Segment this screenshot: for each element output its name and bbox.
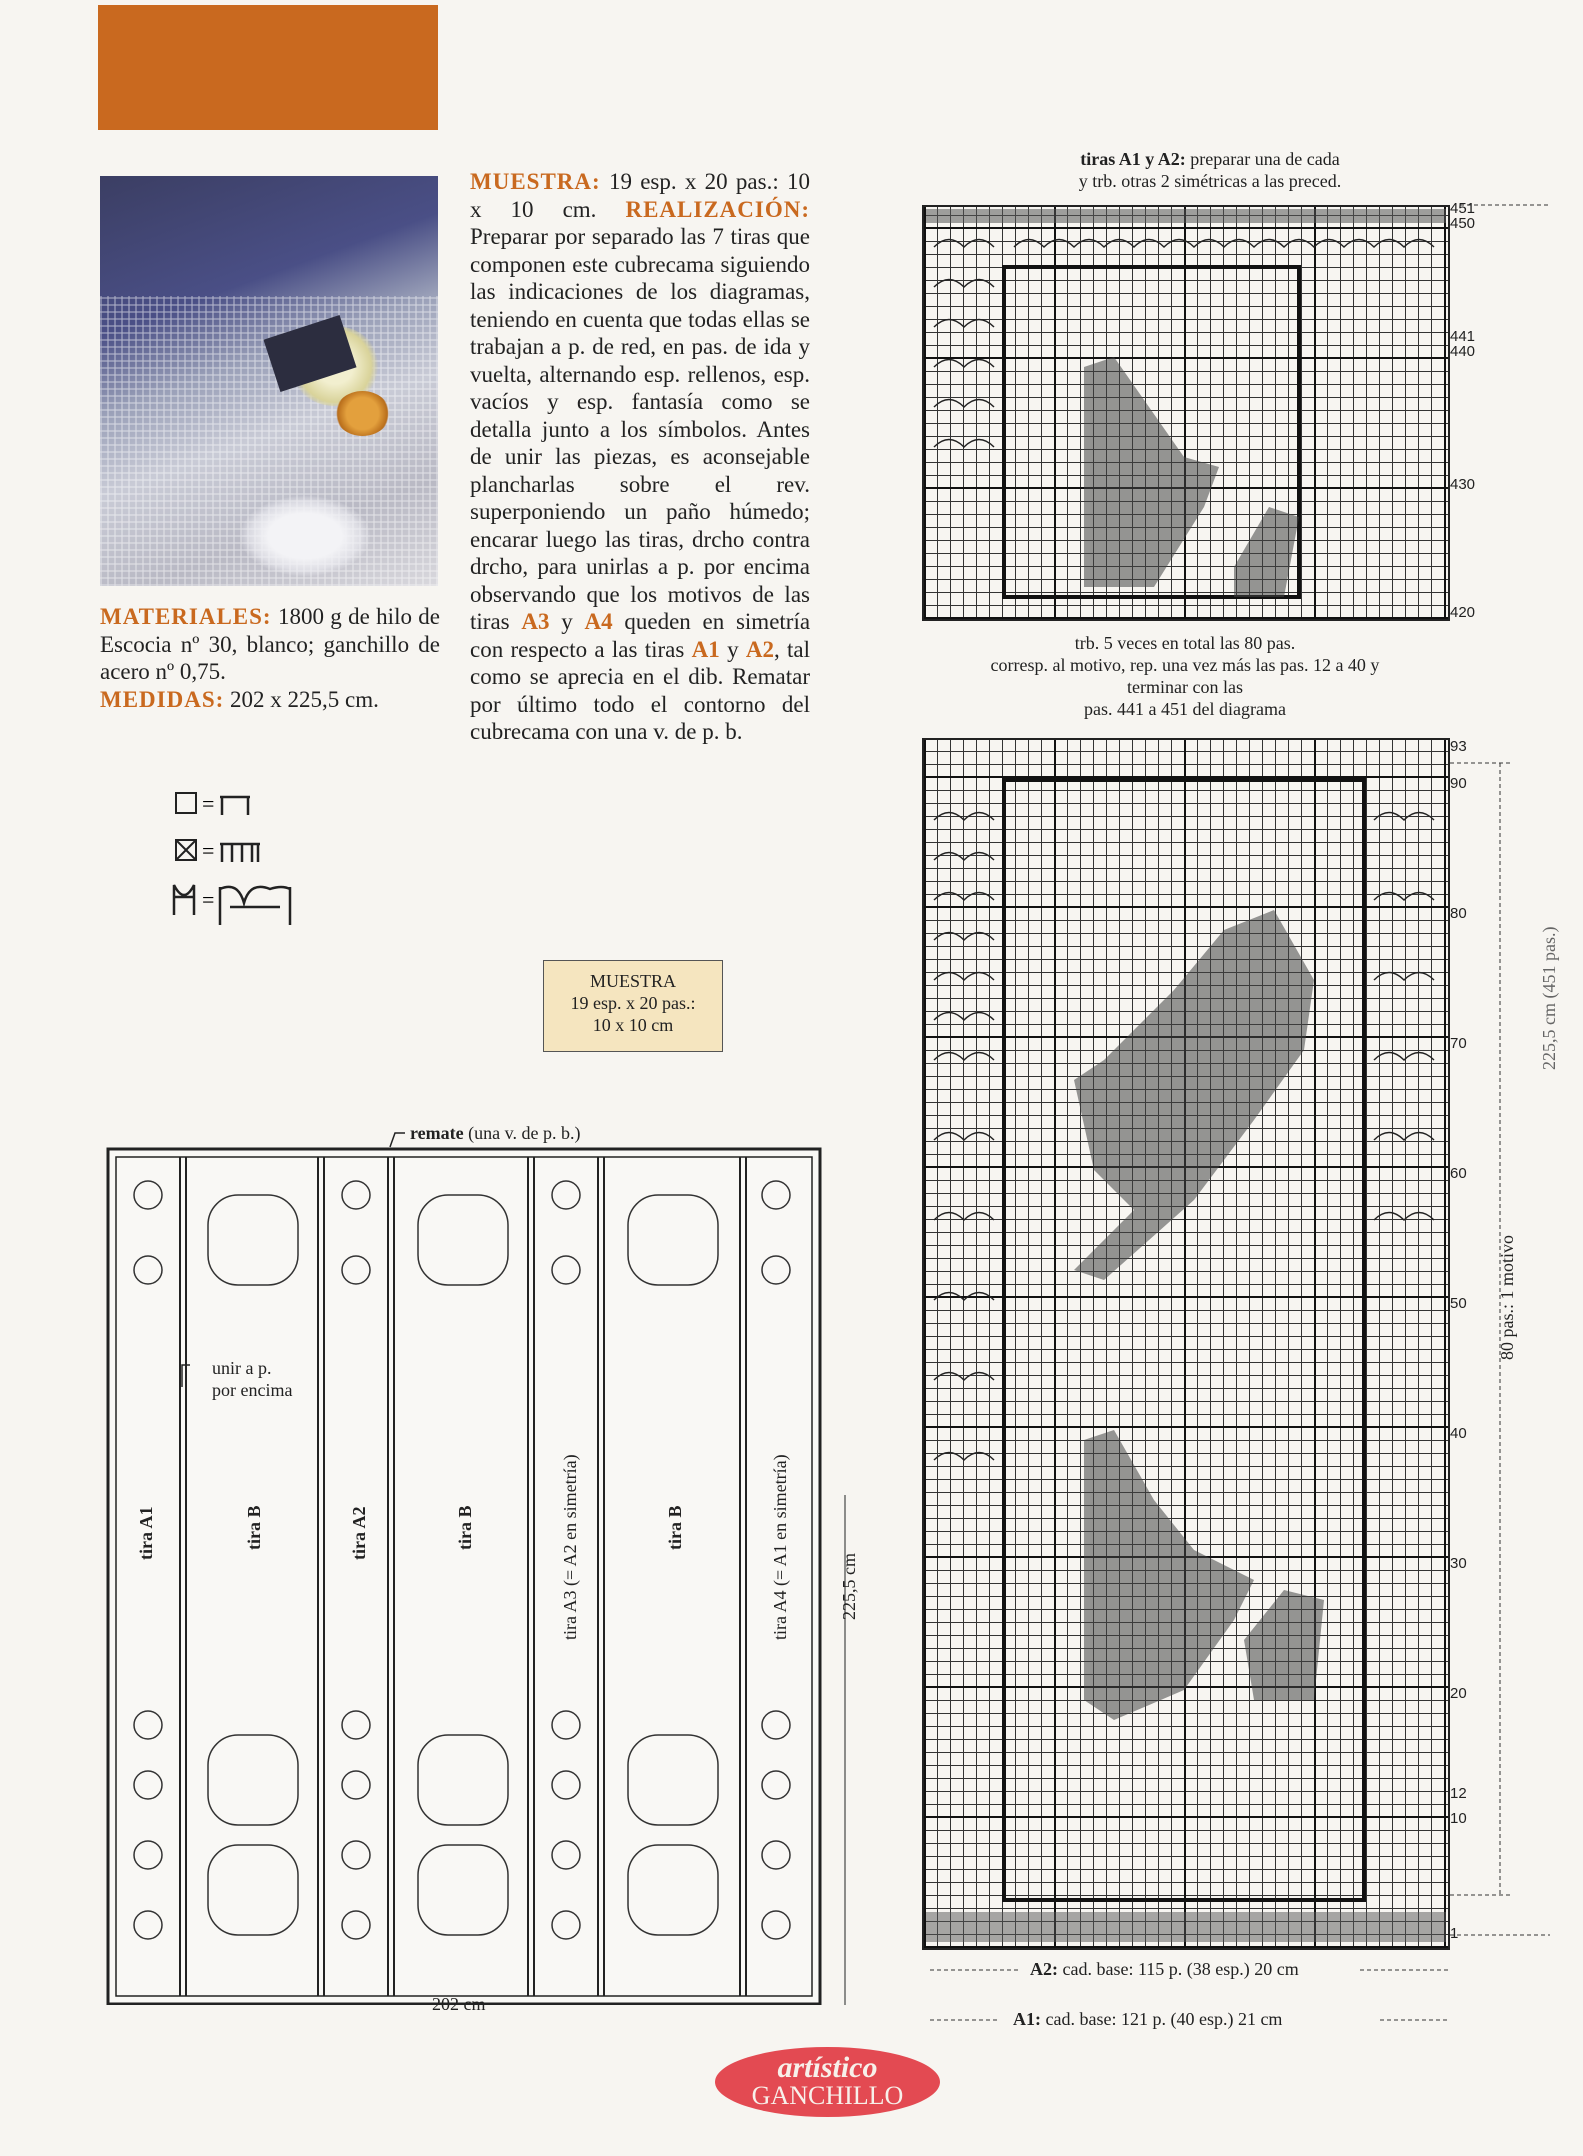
bottom-row-12: 12 <box>1450 1785 1467 1802</box>
total-length-label: 225,5 cm (451 pas.) <box>1539 926 1559 1070</box>
bottom-row-30: 30 <box>1450 1555 1467 1572</box>
logo-line1: artístico <box>777 2051 878 2084</box>
empty-space-stitch-icon <box>220 797 250 815</box>
height-dimension-label: 225,5 cm <box>839 1553 859 1620</box>
ref-a2: A2 <box>745 636 774 662</box>
strip-a2-label: tira A2 <box>349 1506 369 1560</box>
bottom-row-10: 10 <box>1450 1810 1467 1827</box>
strip-b3-label: tira B <box>665 1505 685 1550</box>
logo-line2: GANCHILLO <box>751 2081 904 2110</box>
sample-heading: MUESTRA: <box>470 169 601 194</box>
bottom-row-40: 40 <box>1450 1425 1467 1442</box>
top-row-420: 420 <box>1450 604 1476 621</box>
instructions-text <box>470 168 810 746</box>
join-label <box>212 1357 292 1401</box>
strip-b2-label: tira B <box>455 1505 475 1550</box>
ref-a4: A4 <box>584 609 613 634</box>
realization-text-3: , tal como se aprecia en el dib. Rematar por último todo el contorno del cubrecama con una v. de p. b. <box>470 636 811 744</box>
measures-text: 202 x 225,5 cm. <box>230 686 379 712</box>
a1-rest: cad. base: 121 p. (40 esp.) 21 cm <box>1041 2009 1283 2029</box>
assembly-diagram <box>100 1125 860 2005</box>
strip-a3-label: tira A3 (= A2 en simetría) <box>560 1454 580 1640</box>
materials-block <box>100 603 440 713</box>
join-label-line1: unir a p. <box>212 1358 272 1378</box>
strip-b1-label: tira B <box>244 1505 264 1550</box>
ref-a1: A1 <box>691 636 720 662</box>
bottom-row-90: 90 <box>1450 775 1467 792</box>
stitch-legend <box>170 785 320 945</box>
magazine-logo <box>715 2047 940 2117</box>
a2-bold: A2: <box>1030 1959 1058 1979</box>
top-row-451: 451 <box>1450 200 1476 217</box>
chart-repeat-note <box>925 632 1445 720</box>
sample-text: 19 esp. x 20 pas.: 10 x 10 cm. <box>470 169 811 222</box>
fancy-space-symbol <box>174 885 194 915</box>
realization-text-1: Preparar por separado las 7 tiras que componen este cubrecama siguiendo las indicaciones de los diagramas, teniendo en cuenta que todas ellas se trabajan a p. de red, en pas. de ida y vuelta, alternando esp. rellenos, esp. vacíos y esp. fantasía como se detalla junto a los símbolos. Antes de unir las piezas, es aconsejable plancharlas sobre el rev. superponiendo un paño húmedo; encarar luego las tiras, drcho contra drcho, para unirlas a p. por encima observando que los motivos de las tiras <box>470 224 810 634</box>
top-chart-title-bold: tiras A1 y A2: <box>1080 149 1186 169</box>
bottom-row-50: 50 <box>1450 1295 1467 1312</box>
measures-heading: MEDIDAS: <box>100 686 225 712</box>
top-chart-title-line2: y trb. otras 2 simétricas a las preced. <box>1078 171 1342 191</box>
bedspread-photo <box>100 176 438 586</box>
realization-heading: REALIZACIÓN: <box>625 196 810 222</box>
a2-rest: cad. base: 115 p. (38 esp.) 20 cm <box>1058 1959 1299 1979</box>
materials-text: 1800 g de hilo de Escocia nº 30, blanco; ganchillo de acero nº 0,75. <box>100 604 441 684</box>
legend-eq-1: = <box>202 791 215 816</box>
orange-fruit <box>335 391 390 436</box>
top-chart-title-rest: preparar una de cada <box>1185 149 1340 169</box>
legend-eq-3: = <box>202 887 215 912</box>
remate-rest: (una v. de p. b.) <box>463 1123 581 1143</box>
sample-box-line3: 10 x 10 cm <box>592 1015 674 1035</box>
bottom-row-20: 20 <box>1450 1685 1467 1702</box>
width-dimension-label: 202 cm <box>432 1994 486 2014</box>
note-line4: pas. 441 a 451 del diagrama <box>1084 699 1286 719</box>
remate-bold: remate <box>410 1123 464 1143</box>
base-chain-dimension-lines <box>920 1955 1460 2030</box>
top-filet-chart <box>922 205 1450 621</box>
note-line1: trb. 5 veces en total las 80 pas. <box>1074 633 1296 653</box>
note-line3: terminar con las <box>1127 677 1243 697</box>
fancy-space-stitch-icon <box>220 887 290 925</box>
strip-a1-label: tira A1 <box>136 1506 156 1560</box>
sample-box <box>543 960 723 1052</box>
legend-eq-2: = <box>202 838 215 863</box>
lace-rose <box>240 496 370 576</box>
top-row-450: 450 <box>1450 215 1476 232</box>
top-motif-shape <box>924 207 1448 619</box>
dimension-lines <box>1440 195 1560 2045</box>
top-row-440: 440 <box>1450 343 1476 360</box>
empty-space-symbol <box>176 793 196 813</box>
ref-y1: y <box>561 609 573 634</box>
strip-a4-label: tira A4 (= A1 en simetría) <box>770 1454 790 1640</box>
materials-heading: MATERIALES: <box>100 604 272 629</box>
ref-a3: A3 <box>521 609 550 634</box>
a1-bold: A1: <box>1013 2009 1041 2029</box>
filled-space-stitch-icon <box>220 844 260 862</box>
ref-y2: y <box>727 636 739 662</box>
header-color-bar <box>98 5 438 130</box>
motif-repeat-label: 80 pas.: 1 motivo <box>1497 1235 1517 1360</box>
top-row-430: 430 <box>1450 476 1476 493</box>
sample-box-title: MUESTRA <box>589 971 676 991</box>
top-chart-title <box>1040 148 1380 192</box>
bottom-filet-chart <box>922 738 1450 1950</box>
bottom-motif-shape <box>924 740 1448 1948</box>
note-line2: corresp. al motivo, rep. una vez más las pas. 12 a 40 y <box>990 655 1380 675</box>
realization-text-2: queden en simetría con respecto a las tiras <box>470 609 811 662</box>
bottom-row-80: 80 <box>1450 905 1467 922</box>
join-label-line2: por encima <box>212 1380 293 1400</box>
bottom-row-70: 70 <box>1450 1035 1467 1052</box>
bottom-row-1: 1 <box>1450 1925 1459 1942</box>
sample-box-line2: 19 esp. x 20 pas.: <box>570 993 696 1013</box>
bottom-row-60: 60 <box>1450 1165 1467 1182</box>
bottom-row-93: 93 <box>1450 738 1467 755</box>
top-row-441: 441 <box>1450 328 1476 345</box>
